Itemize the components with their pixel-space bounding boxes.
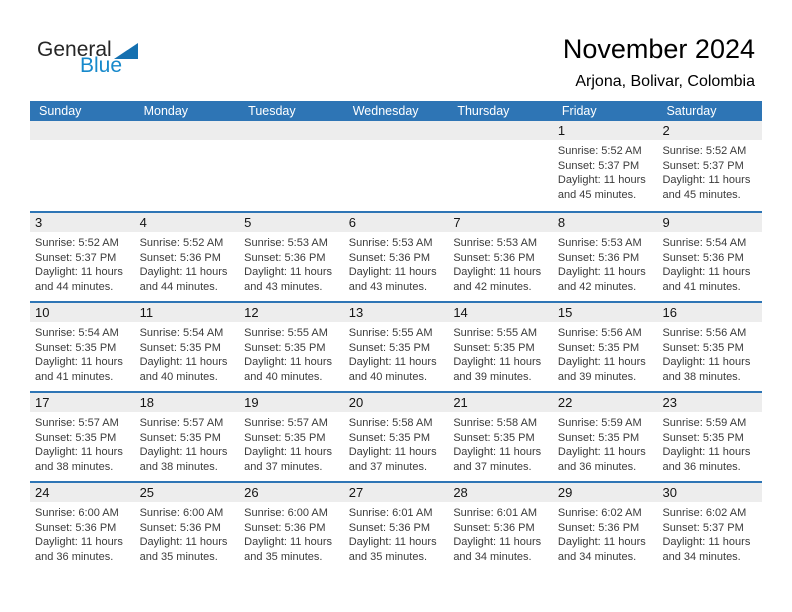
day-number-band [239,213,344,232]
daylight-text-line1: Daylight: 11 hours [139,356,228,368]
day-details [657,412,762,474]
daylight-text-line2: and 36 minutes. [557,460,637,473]
day-cell [239,303,344,391]
day-number-band [135,121,240,140]
day-number-band [553,483,658,502]
weekday-header-friday: Friday [561,104,597,118]
daylight-text-line1: Daylight: 11 hours [35,266,123,278]
day-number: 20 [348,395,364,410]
sunset-text: Sunset: 5:36 PM [139,521,221,534]
sunset-text: Sunset: 5:35 PM [348,431,431,444]
daylight-text-line1: Daylight: 11 hours [35,536,123,548]
day-number-band [30,121,135,140]
day-details [553,412,658,474]
daylight-text-line2: and 37 minutes. [348,460,428,473]
weeks-container [30,121,762,571]
day-number: 5 [244,215,252,230]
day-details [239,502,344,564]
day-number-band [553,393,658,412]
daylight-text-line2: and 40 minutes. [244,370,323,383]
day-number: 10 [35,305,50,320]
daylight-text-line1: Daylight: 11 hours [244,356,333,368]
day-details [553,140,658,202]
day-number-band [344,121,449,140]
sunrise-text: Sunrise: 6:02 AM [557,507,642,519]
day-number: 8 [557,215,566,230]
daylight-text-line2: and 36 minutes. [662,460,741,473]
day-details [553,322,658,384]
daylight-text-line2: and 44 minutes. [139,280,218,293]
day-cell [30,393,135,481]
sunset-text: Sunset: 5:35 PM [557,341,640,354]
sunrise-text: Sunrise: 5:52 AM [35,237,119,249]
day-number-band [553,121,658,140]
daylight-text-line2: and 35 minutes. [244,550,323,563]
sunrise-text: Sunrise: 5:57 AM [139,417,224,429]
day-details [344,502,449,564]
daylight-text-line1: Daylight: 11 hours [557,536,646,548]
day-number: 30 [662,485,677,500]
page-title: November 2024 [562,34,755,64]
day-cell [448,393,553,481]
sunrise-text: Sunrise: 5:52 AM [139,237,224,249]
day-number: 28 [453,485,468,500]
day-details [135,412,240,474]
day-cell [448,303,553,391]
daylight-text-line1: Daylight: 11 hours [348,446,437,458]
day-number-band [344,483,449,502]
day-number: 29 [557,485,573,500]
day-number: 15 [557,305,573,320]
day-cell [657,121,762,211]
daylight-text-line1: Daylight: 11 hours [662,266,751,278]
day-details [448,232,553,294]
sunset-text: Sunset: 5:36 PM [348,251,431,264]
sunset-text: Sunset: 5:35 PM [139,431,221,444]
sunset-text: Sunset: 5:36 PM [139,251,221,264]
daylight-text-line2: and 34 minutes. [453,550,532,563]
day-cell [553,393,658,481]
day-number-band [135,483,240,502]
sunset-text: Sunset: 5:37 PM [662,159,744,172]
week-row [30,211,762,301]
sunset-text: Sunset: 5:36 PM [662,251,744,264]
day-details [135,232,240,294]
daylight-text-line2: and 40 minutes. [348,370,428,383]
day-details [448,412,553,474]
sunset-text: Sunset: 5:36 PM [35,521,117,534]
daylight-text-line1: Daylight: 11 hours [557,174,646,186]
daylight-text-line1: Daylight: 11 hours [453,266,542,278]
daylight-text-line2: and 41 minutes. [662,280,741,293]
day-number-band [344,303,449,322]
day-number: 25 [139,485,155,500]
sunset-text: Sunset: 5:36 PM [557,251,640,264]
day-cell [448,483,553,571]
daylight-text-line1: Daylight: 11 hours [662,174,751,186]
day-number: 23 [662,395,677,410]
day-number: 14 [453,305,468,320]
day-cell [553,303,658,391]
daylight-text-line2: and 39 minutes. [557,370,637,383]
sunset-text: Sunset: 5:36 PM [453,521,535,534]
weekday-header-monday: Monday [143,104,189,118]
empty-day-cell [30,121,135,211]
day-number-band [657,483,762,502]
general-blue-logo [37,40,138,76]
day-number-band [135,393,240,412]
daylight-text-line1: Daylight: 11 hours [35,446,123,458]
day-details [448,322,553,384]
day-cell [344,393,449,481]
empty-day-cell [239,121,344,211]
day-cell [553,213,658,301]
daylight-text-line1: Daylight: 11 hours [348,536,437,548]
sunrise-text: Sunrise: 5:58 AM [348,417,433,429]
day-number: 4 [139,215,147,230]
sunrise-text: Sunrise: 5:53 AM [348,237,433,249]
sunset-text: Sunset: 5:36 PM [244,521,326,534]
sunset-text: Sunset: 5:36 PM [557,521,640,534]
sunrise-text: Sunrise: 5:53 AM [244,237,328,249]
sunrise-text: Sunrise: 5:56 AM [557,327,642,339]
empty-day-cell [135,121,240,211]
daylight-text-line1: Daylight: 11 hours [662,536,751,548]
sunrise-text: Sunrise: 5:57 AM [244,417,328,429]
day-details [344,322,449,384]
sunset-text: Sunset: 5:36 PM [244,251,326,264]
sunrise-text: Sunrise: 5:54 AM [35,327,119,339]
weekday-header-wednesday: Wednesday [352,104,419,118]
day-number: 18 [139,395,155,410]
daylight-text-line2: and 43 minutes. [244,280,323,293]
day-cell [657,393,762,481]
sunset-text: Sunset: 5:36 PM [453,251,535,264]
sunrise-text: Sunrise: 6:02 AM [662,507,747,519]
day-details [344,232,449,294]
day-cell [657,213,762,301]
day-cell [30,213,135,301]
daylight-text-line2: and 37 minutes. [244,460,323,473]
empty-day-cell [448,121,553,211]
daylight-text-line1: Daylight: 11 hours [453,446,542,458]
sunrise-text: Sunrise: 5:55 AM [348,327,433,339]
day-cell [239,483,344,571]
weekday-header-row [30,101,762,121]
day-cell [344,213,449,301]
sunrise-text: Sunrise: 5:55 AM [453,327,538,339]
day-details [553,232,658,294]
day-number-band [30,213,135,232]
daylight-text-line2: and 45 minutes. [557,188,637,201]
daylight-text-line2: and 34 minutes. [662,550,741,563]
day-number: 13 [348,305,364,320]
day-number: 27 [348,485,364,500]
day-number-band [135,303,240,322]
day-number-band [657,393,762,412]
weekday-header-sunday: Sunday [39,104,82,118]
sunrise-text: Sunrise: 5:56 AM [662,327,747,339]
daylight-text-line2: and 42 minutes. [453,280,532,293]
day-number-band [30,393,135,412]
sunset-text: Sunset: 5:35 PM [139,341,221,354]
daylight-text-line1: Daylight: 11 hours [662,446,751,458]
day-cell [239,393,344,481]
page-subtitle: Arjona, Bolivar, Colombia [575,73,755,90]
day-number-band [135,213,240,232]
sunrise-text: Sunrise: 5:57 AM [35,417,119,429]
daylight-text-line2: and 35 minutes. [348,550,428,563]
title-block [563,33,755,92]
daylight-text-line1: Daylight: 11 hours [453,536,542,548]
weekday-header-tuesday: Tuesday [248,104,296,118]
day-details [657,140,762,202]
daylight-text-line1: Daylight: 11 hours [244,536,333,548]
day-number-band [448,213,553,232]
daylight-text-line1: Daylight: 11 hours [139,266,228,278]
day-number: 19 [244,395,259,410]
day-number-band [239,121,344,140]
sunrise-text: Sunrise: 5:59 AM [662,417,747,429]
sunrise-text: Sunrise: 6:00 AM [139,507,224,519]
sunrise-text: Sunrise: 6:01 AM [453,507,538,519]
day-cell [135,303,240,391]
day-details [448,502,553,564]
day-details [239,412,344,474]
day-number-band [553,213,658,232]
sunrise-text: Sunrise: 5:52 AM [662,145,747,157]
sunrise-text: Sunrise: 5:54 AM [662,237,747,249]
day-number: 1 [557,123,566,138]
day-details [344,412,449,474]
day-details [239,232,344,294]
day-cell [553,121,658,211]
day-details [135,502,240,564]
daylight-text-line2: and 45 minutes. [662,188,741,201]
daylight-text-line1: Daylight: 11 hours [35,356,123,368]
daylight-text-line1: Daylight: 11 hours [244,446,333,458]
day-details [30,232,135,294]
day-number: 2 [662,123,670,138]
day-cell [135,483,240,571]
sunset-text: Sunset: 5:35 PM [348,341,431,354]
day-number-band [657,213,762,232]
day-number: 17 [35,395,50,410]
day-number: 16 [662,305,677,320]
daylight-text-line1: Daylight: 11 hours [662,356,751,368]
logo-text-blue: Blue [80,54,123,77]
day-details [657,232,762,294]
daylight-text-line2: and 34 minutes. [557,550,637,563]
sunset-text: Sunset: 5:35 PM [662,431,744,444]
daylight-text-line2: and 44 minutes. [35,280,114,293]
sunset-text: Sunset: 5:35 PM [244,341,326,354]
sunrise-text: Sunrise: 5:53 AM [453,237,538,249]
sunset-text: Sunset: 5:35 PM [453,341,535,354]
daylight-text-line2: and 38 minutes. [35,460,114,473]
calendar-grid [30,101,762,571]
day-number-band [30,483,135,502]
day-number-band [553,303,658,322]
sunrise-text: Sunrise: 6:01 AM [348,507,433,519]
daylight-text-line2: and 36 minutes. [35,550,114,563]
weekday-header-saturday: Saturday [666,104,717,118]
sunrise-text: Sunrise: 5:53 AM [557,237,642,249]
daylight-text-line2: and 38 minutes. [139,460,218,473]
day-cell [344,483,449,571]
day-number-band [239,483,344,502]
day-number: 12 [244,305,259,320]
day-cell [30,303,135,391]
day-cell [657,303,762,391]
sunset-text: Sunset: 5:35 PM [244,431,326,444]
day-cell [657,483,762,571]
day-number: 24 [35,485,50,500]
daylight-text-line1: Daylight: 11 hours [453,356,542,368]
day-cell [344,303,449,391]
day-number: 22 [557,395,573,410]
day-number: 3 [35,215,43,230]
sunrise-text: Sunrise: 5:58 AM [453,417,538,429]
daylight-text-line2: and 37 minutes. [453,460,532,473]
day-cell [135,213,240,301]
day-details [239,322,344,384]
day-number: 26 [244,485,259,500]
daylight-text-line2: and 42 minutes. [557,280,637,293]
sunrise-text: Sunrise: 6:00 AM [244,507,328,519]
daylight-text-line1: Daylight: 11 hours [244,266,333,278]
sunrise-text: Sunrise: 5:55 AM [244,327,328,339]
week-row [30,121,762,211]
sunset-text: Sunset: 5:37 PM [662,521,744,534]
day-number: 7 [453,215,461,230]
daylight-text-line1: Daylight: 11 hours [348,356,437,368]
daylight-text-line1: Daylight: 11 hours [557,356,646,368]
sunset-text: Sunset: 5:37 PM [35,251,117,264]
daylight-text-line1: Daylight: 11 hours [139,446,228,458]
daylight-text-line2: and 39 minutes. [453,370,532,383]
day-number-band [239,303,344,322]
day-cell [135,393,240,481]
sunrise-text: Sunrise: 5:54 AM [139,327,224,339]
day-number-band [657,121,762,140]
day-details [30,502,135,564]
daylight-text-line2: and 41 minutes. [35,370,114,383]
day-number-band [344,393,449,412]
daylight-text-line1: Daylight: 11 hours [348,266,437,278]
sunrise-text: Sunrise: 6:00 AM [35,507,119,519]
day-details [30,322,135,384]
day-number: 21 [453,395,468,410]
day-number-band [448,393,553,412]
day-details [135,322,240,384]
day-number-band [657,303,762,322]
daylight-text-line2: and 38 minutes. [662,370,741,383]
daylight-text-line2: and 43 minutes. [348,280,428,293]
sunset-text: Sunset: 5:35 PM [557,431,640,444]
week-row [30,301,762,391]
day-number-band [344,213,449,232]
day-number: 6 [348,215,356,230]
sunset-text: Sunset: 5:36 PM [348,521,431,534]
daylight-text-line1: Daylight: 11 hours [557,446,646,458]
daylight-text-line1: Daylight: 11 hours [139,536,228,548]
logo-text-general: General [37,38,112,61]
day-number-band [448,483,553,502]
day-cell [239,213,344,301]
week-row [30,481,762,571]
day-details [657,322,762,384]
sunset-text: Sunset: 5:35 PM [662,341,744,354]
day-number: 9 [662,215,670,230]
week-row [30,391,762,481]
sunrise-text: Sunrise: 5:59 AM [557,417,642,429]
daylight-text-line1: Daylight: 11 hours [557,266,646,278]
day-cell [553,483,658,571]
day-details [657,502,762,564]
day-cell [30,483,135,571]
day-number-band [239,393,344,412]
day-number-band [448,303,553,322]
day-number-band [30,303,135,322]
sunset-text: Sunset: 5:35 PM [35,431,117,444]
day-details [30,412,135,474]
day-number: 11 [139,305,154,320]
day-details [553,502,658,564]
sunset-text: Sunset: 5:35 PM [453,431,535,444]
weekday-header-thursday: Thursday [457,104,510,118]
daylight-text-line2: and 40 minutes. [139,370,218,383]
day-number-band [448,121,553,140]
daylight-text-line2: and 35 minutes. [139,550,218,563]
sunset-text: Sunset: 5:37 PM [557,159,640,172]
day-cell [448,213,553,301]
sunrise-text: Sunrise: 5:52 AM [557,145,642,157]
sunset-text: Sunset: 5:35 PM [35,341,117,354]
empty-day-cell [344,121,449,211]
